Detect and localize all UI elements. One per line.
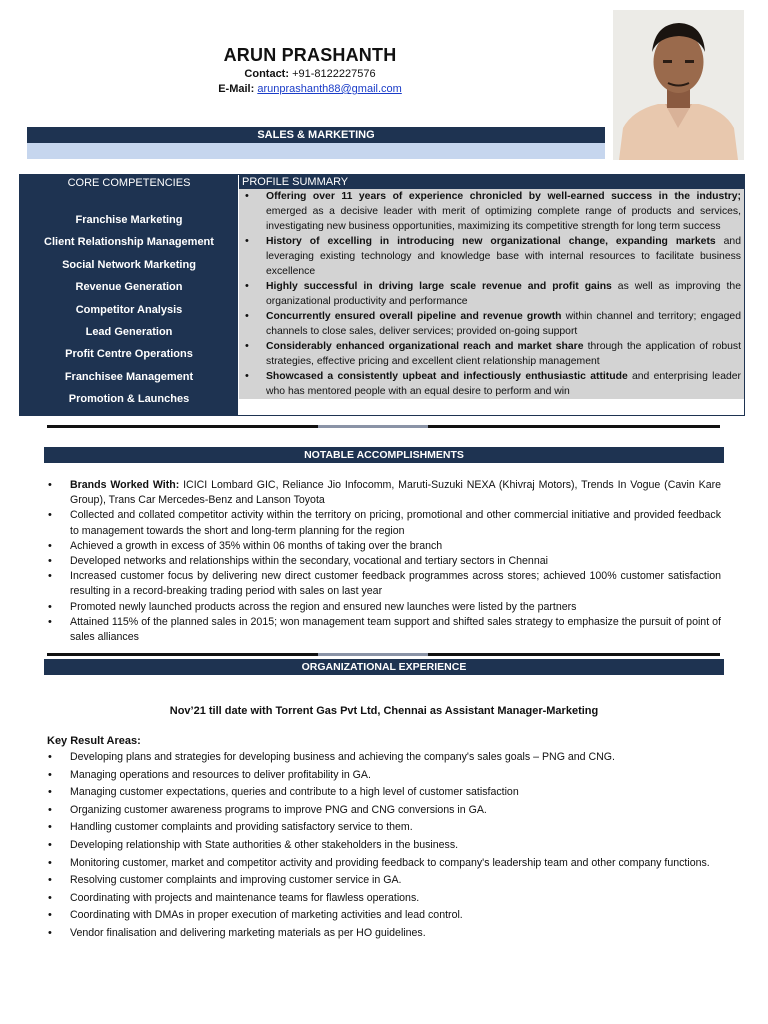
job-heading: Nov’21 till date with Torrent Gas Pvt Ltd, Chennai as Assistant Manager-Marketing — [169, 705, 599, 717]
portrait-illustration — [613, 10, 744, 160]
kra-item: • Vendor finalisation and delivering marketing materials as per HO guidelines. — [48, 925, 721, 943]
summary-item-bold: Showcased a consistently upbeat and infectiously enthusiastic attitude — [266, 371, 628, 382]
core-competencies-title: CORE COMPETENCIES — [67, 177, 191, 189]
kra-item: • Monitoring customer, market and competitor activity and providing feedback to company's leadership team and other company functions. — [48, 855, 721, 873]
profile-summary-list — [239, 189, 744, 399]
kra-item: • Managing operations and resources to deliver profitability in GA. — [48, 767, 721, 785]
summary-item — [239, 279, 744, 309]
competency-item: Social Network Marketing — [62, 258, 196, 271]
profile-summary-title: PROFILE SUMMARY — [239, 175, 744, 189]
profile-summary-panel — [239, 175, 744, 415]
kra-item: • Developing relationship with State authorities & other stakeholders in the business. — [48, 837, 721, 855]
contact-phone: +91-8122227576 — [292, 68, 376, 80]
kra-item: • Organizing customer awareness programs to improve PNG and CNG conversions in GA. — [48, 802, 721, 820]
summary-item-bold: Concurrently ensured overall pipeline and revenue growth — [266, 311, 562, 322]
kra-item: • Developing plans and strategies for developing business and achieving the company's sales goals – PNG and CNG. — [48, 749, 721, 767]
competency-item: Promotion & Launches — [68, 393, 190, 406]
kra-item: • Coordinating with projects and maintenance teams for flawless operations. — [48, 890, 721, 908]
summary-item-text: and leveraging existing technology and knowledge base with internal resources to facilitate business excellence — [266, 236, 741, 277]
kra-item: • Resolving customer complaints and improving customer service in GA. — [48, 872, 721, 890]
accomplishment-item: • Developed networks and relationships within the secondary, vocational and tertiary sectors in Chennai — [48, 554, 721, 569]
kra-list — [48, 749, 721, 943]
email-label: E-Mail: — [218, 83, 255, 95]
brands-label: Brands Worked With: — [70, 479, 180, 491]
summary-item — [239, 309, 744, 339]
accomplishment-item: • Attained 115% of the planned sales in 2015; won management team support and shifted sales strategy to emphasize the pursuit of point of sales alliances — [48, 615, 721, 645]
summary-item — [239, 189, 744, 234]
core-competencies-list — [20, 209, 238, 411]
accomplishment-item: • Promoted newly launched products across the region and ensured new launches were listed by the partners — [48, 600, 721, 615]
summary-item — [239, 234, 744, 279]
summary-item-bold: Offering over 11 years of experience chronicled by well-earned success in the industry; — [266, 191, 741, 202]
accomplishments-header: NOTABLE ACCOMPLISHMENTS — [44, 447, 724, 463]
core-competencies-panel — [20, 175, 238, 415]
competency-item: Lead Generation — [85, 325, 173, 338]
email-line — [180, 83, 440, 95]
kra-item: • Coordinating with DMAs in proper execution of marketing activities and lead control. — [48, 907, 721, 925]
kra-item: • Handling customer complaints and providing satisfactory service to them. — [48, 819, 721, 837]
candidate-name: ARUN PRASHANTH — [223, 45, 397, 65]
profile-photo — [613, 10, 744, 160]
contact-label: Contact: — [244, 68, 290, 80]
accomplishment-item: • Increased customer focus by delivering new direct customer feedback programmes across stores; achieved 100% customer satisfaction resulting in a record-breaking trading period with sales on last year — [48, 569, 721, 599]
accomplishment-item: • Collected and collated competitor activity within the territory on pricing, promotional and other commercial initiative and provided feedback to management towards the short and long-term planning for the region — [48, 508, 721, 538]
profile-box — [19, 174, 745, 416]
summary-item — [239, 339, 744, 369]
summary-item-text: as well as improving the organizational productivity and performance — [266, 281, 741, 307]
section-divider-accent — [318, 653, 428, 656]
summary-item-text: within channel and territory; engaged channels to close sales, deliver services; provided on-going support — [266, 311, 741, 337]
competency-item: Franchise Marketing — [75, 214, 183, 226]
competency-item: Client Relationship Management — [44, 236, 214, 249]
email-link[interactable]: arunprashanth88@gmail.com — [257, 83, 402, 95]
brands-text: ICICI Lombard GIC, Reliance Jio Infocomm, Maruti-Suzuki NEXA (Khivraj Motors), Trends In Vogue (Cavin Kare Group), Trans Car Mercedes-Benz and Lanson Toyota — [70, 479, 722, 507]
competency-item: Profit Centre Operations — [65, 348, 193, 361]
summary-item — [239, 369, 744, 399]
experience-header: ORGANIZATIONAL EXPERIENCE — [44, 659, 724, 675]
contact-line — [180, 68, 440, 80]
accomplishments-list — [48, 478, 721, 645]
competency-item: Competitor Analysis — [75, 303, 183, 316]
competency-item: Revenue Generation — [75, 281, 183, 294]
role-banner: SALES & MARKETING — [27, 127, 605, 143]
summary-item-bold: Considerably enhanced organizational reach and market share — [266, 341, 584, 352]
competency-item: Franchisee Management — [64, 370, 194, 383]
summary-item-text: through the application of robust strategies, effective pricing and excellent client relationship management — [266, 341, 741, 367]
summary-item-text: and enterprising leader who has mentored people with an equal desire to perform and win — [266, 371, 741, 397]
role-banner-strip — [27, 143, 605, 159]
accomplishment-item — [48, 478, 721, 508]
section-divider-accent — [318, 425, 428, 428]
kra-item: • Managing customer expectations, queries and contribute to a high level of customer satisfaction — [48, 784, 721, 802]
summary-item-bold: Highly successful in driving large scale revenue and profit gains — [266, 281, 612, 292]
accomplishment-item: • Achieved a growth in excess of 35% within 06 months of taking over the branch — [48, 539, 721, 554]
summary-item-bold: History of excelling in introducing new organizational change, expanding markets — [266, 236, 716, 247]
kra-label: Key Result Areas: — [47, 735, 141, 747]
summary-item-text: emerged as a decisive leader with merit of optimizing complete range of products and services, investigating new business opportunities, maximizing its competitive strength for long term success — [266, 206, 741, 232]
